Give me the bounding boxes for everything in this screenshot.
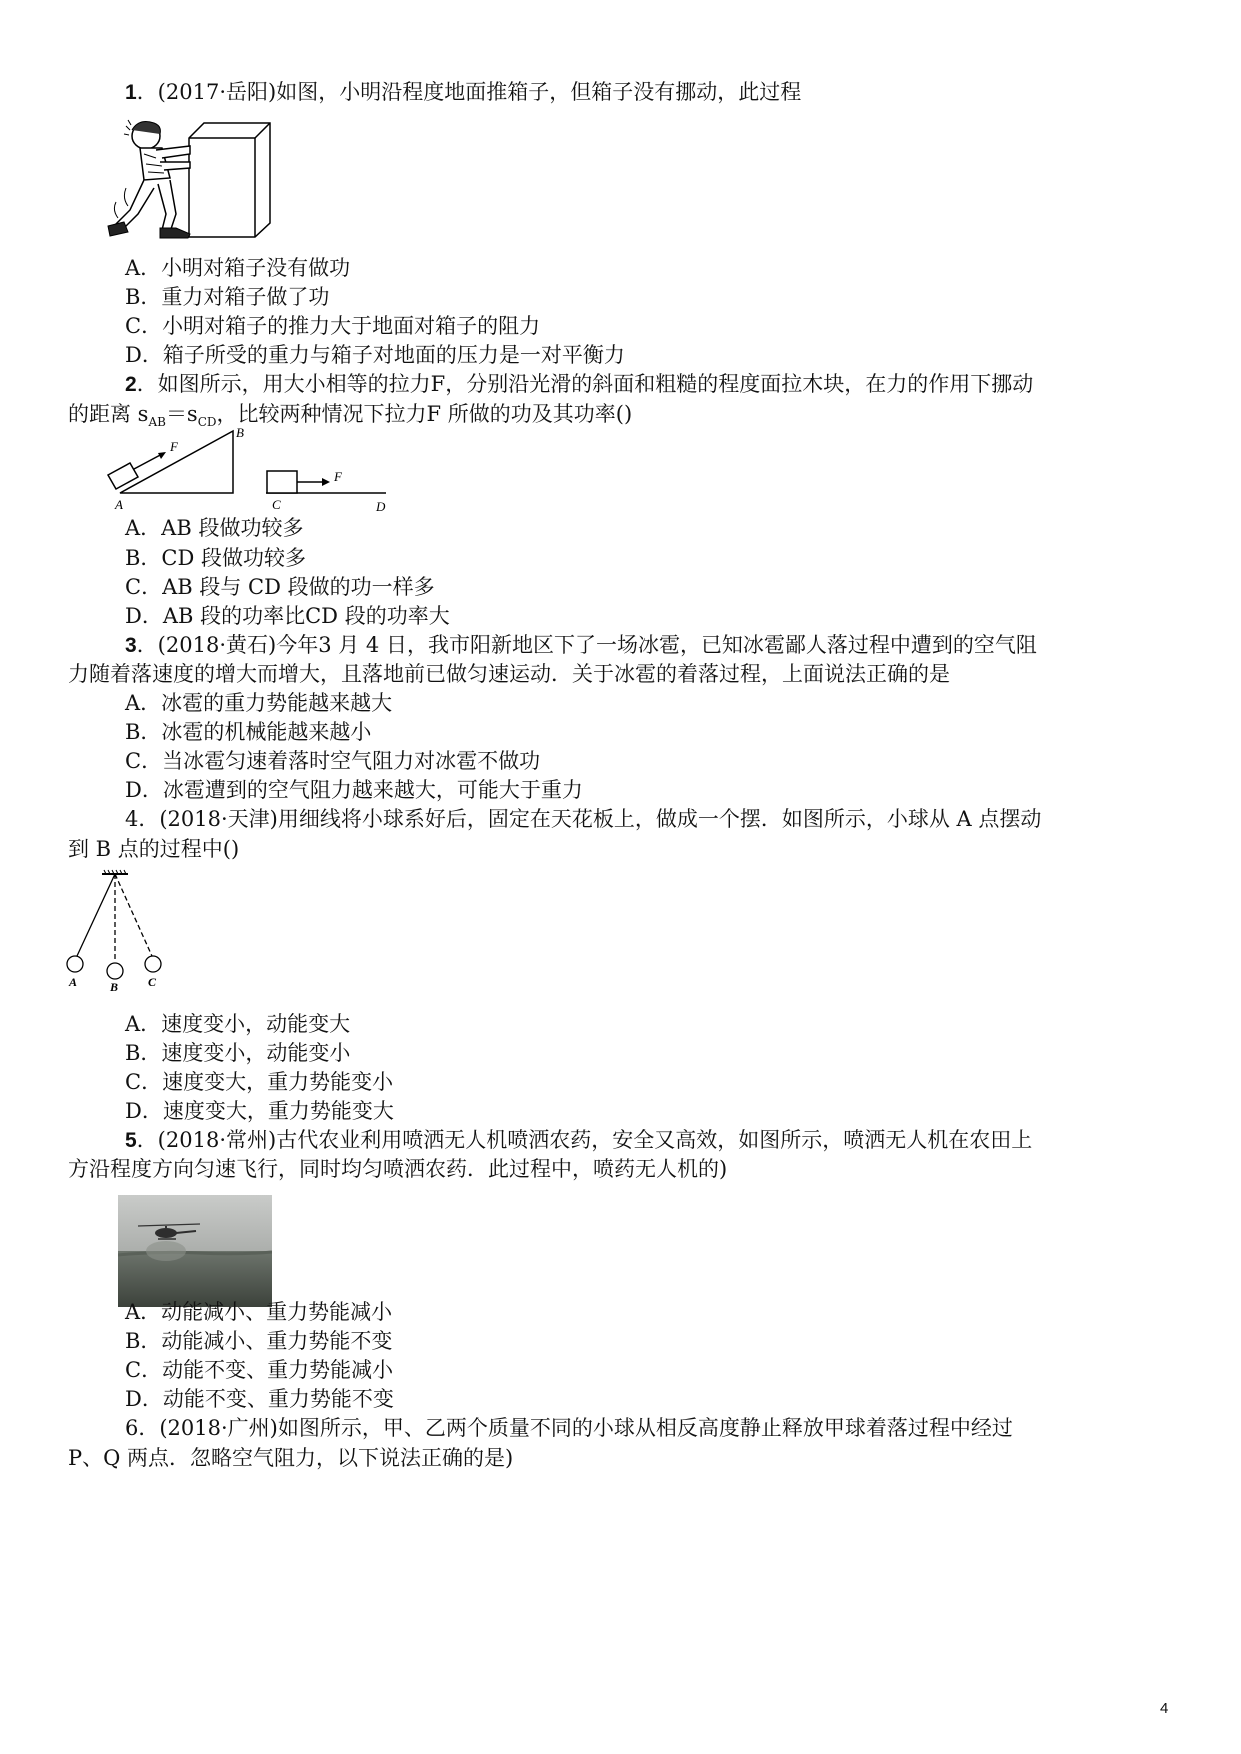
q1-stem: 1．(2017·岳阳)如图，小明沿程度地面推箱子，但箱子没有挪动，此过程 bbox=[125, 80, 802, 104]
q5-stem-line1: 5．(2018·常州)古代农业利用喷洒无人机喷洒农药，安全又高效，如图所示，喷洒无人机在农田上 bbox=[125, 1128, 1033, 1152]
point-label-b: B bbox=[236, 425, 244, 440]
q5-stem-line2: 方沿程度方向匀速飞行，同时均匀喷洒农药．此过程中，喷药无人机的) bbox=[68, 1157, 728, 1181]
q5-option-a: A．动能减小、重力势能减小 bbox=[125, 1300, 393, 1324]
q5-option-b: B．动能减小、重力势能不变 bbox=[125, 1329, 393, 1353]
q2-stem-line2: 的距离 $s_{AB}=s_{CD}$，比较两种情况下拉力F 所做的功及其功率() bbox=[68, 402, 633, 430]
q4-stem-line1: 4．(2018·天津)用细线将小球系好后，固定在天花板上，做成一个摆．如图所示，小球从 A 点摆动 bbox=[125, 807, 1042, 831]
q4-option-c: C．速度变大，重力势能变小 bbox=[125, 1070, 394, 1094]
q5-option-c: C．动能不变、重力势能减小 bbox=[125, 1358, 394, 1382]
q3-option-b: B．冰雹的机械能越来越小 bbox=[125, 720, 372, 744]
q2-option-a: A．AB 段做功较多 bbox=[125, 516, 304, 540]
spraying-drone-photo bbox=[118, 1195, 272, 1307]
q6-stem-line2: P、Q 两点．忽略空气阻力，以下说法正确的是) bbox=[68, 1446, 514, 1470]
point-label-a: A bbox=[115, 497, 123, 512]
q4-option-a: A．速度变小，动能变大 bbox=[125, 1012, 351, 1036]
q5-option-d: D．动能不变、重力势能不变 bbox=[125, 1387, 394, 1411]
q4-option-d: D．速度变大，重力势能变大 bbox=[125, 1099, 394, 1123]
q2-option-b: B．CD 段做功较多 bbox=[125, 546, 307, 570]
q2-stem-line1: 2．如图所示，用大小相等的拉力F，分别沿光滑的斜面和粗糙的程度面拉木块，在力的作用下挪动 bbox=[125, 372, 1034, 396]
q1-option-c: C．小明对箱子的推力大于地面对箱子的阻力 bbox=[125, 314, 541, 338]
q3-stem-line1: 3．(2018·黄石)今年3 月 4 日，我市阳新地区下了一场冰雹，已知冰雹鄙人落过程中遭到的空气阻 bbox=[125, 633, 1037, 657]
point-label-c: C bbox=[272, 497, 281, 512]
q3-option-d: D．冰雹遭到的空气阻力越来越大，可能大于重力 bbox=[125, 778, 583, 802]
q6-stem-line1: 6．(2018·广州)如图所示，甲、乙两个质量不同的小球从相反高度静止释放甲球着落过程中经过 bbox=[125, 1416, 1013, 1440]
ball-a bbox=[67, 956, 83, 972]
q2-option-d: D．AB 段的功率比CD 段的功率大 bbox=[125, 604, 450, 628]
q1-option-a: A．小明对箱子没有做功 bbox=[125, 256, 351, 280]
force-label-incline: F bbox=[170, 439, 178, 454]
q1-option-d: D．箱子所受的重力与箱子对地面的压力是一对平衡力 bbox=[125, 343, 625, 367]
q2-option-c: C．AB 段与 CD 段做的功一样多 bbox=[125, 575, 435, 599]
flat-block bbox=[267, 471, 297, 493]
ball-b bbox=[107, 963, 123, 979]
page-number: 4 bbox=[1160, 1700, 1169, 1717]
q3-option-c: C．当冰雹匀速着落时空气阻力对冰雹不做功 bbox=[125, 749, 541, 773]
ball-c bbox=[145, 956, 161, 972]
q4-stem-line2: 到 B 点的过程中() bbox=[68, 837, 240, 861]
q4-option-b: B．速度变小，动能变小 bbox=[125, 1041, 351, 1065]
point-label-d: D bbox=[376, 499, 386, 514]
q1-option-b: B．重力对箱子做了功 bbox=[125, 285, 330, 309]
boy-pushing-box-illustration bbox=[104, 118, 274, 240]
pendulum-label-a: A bbox=[69, 975, 78, 989]
pendulum-label-b: B bbox=[110, 980, 119, 992]
incline-and-flat-surface-diagram bbox=[100, 425, 400, 515]
q3-stem-line2: 力随着落速度的增大而增大，且落地前已做匀速运动．关于冰雹的着落过程，上面说法正确的是 bbox=[68, 662, 950, 686]
force-label-flat: F bbox=[334, 469, 342, 484]
q3-option-a: A．冰雹的重力势能越来越大 bbox=[125, 691, 393, 715]
pendulum-diagram bbox=[60, 868, 170, 992]
pendulum-label-c: C bbox=[148, 975, 157, 989]
